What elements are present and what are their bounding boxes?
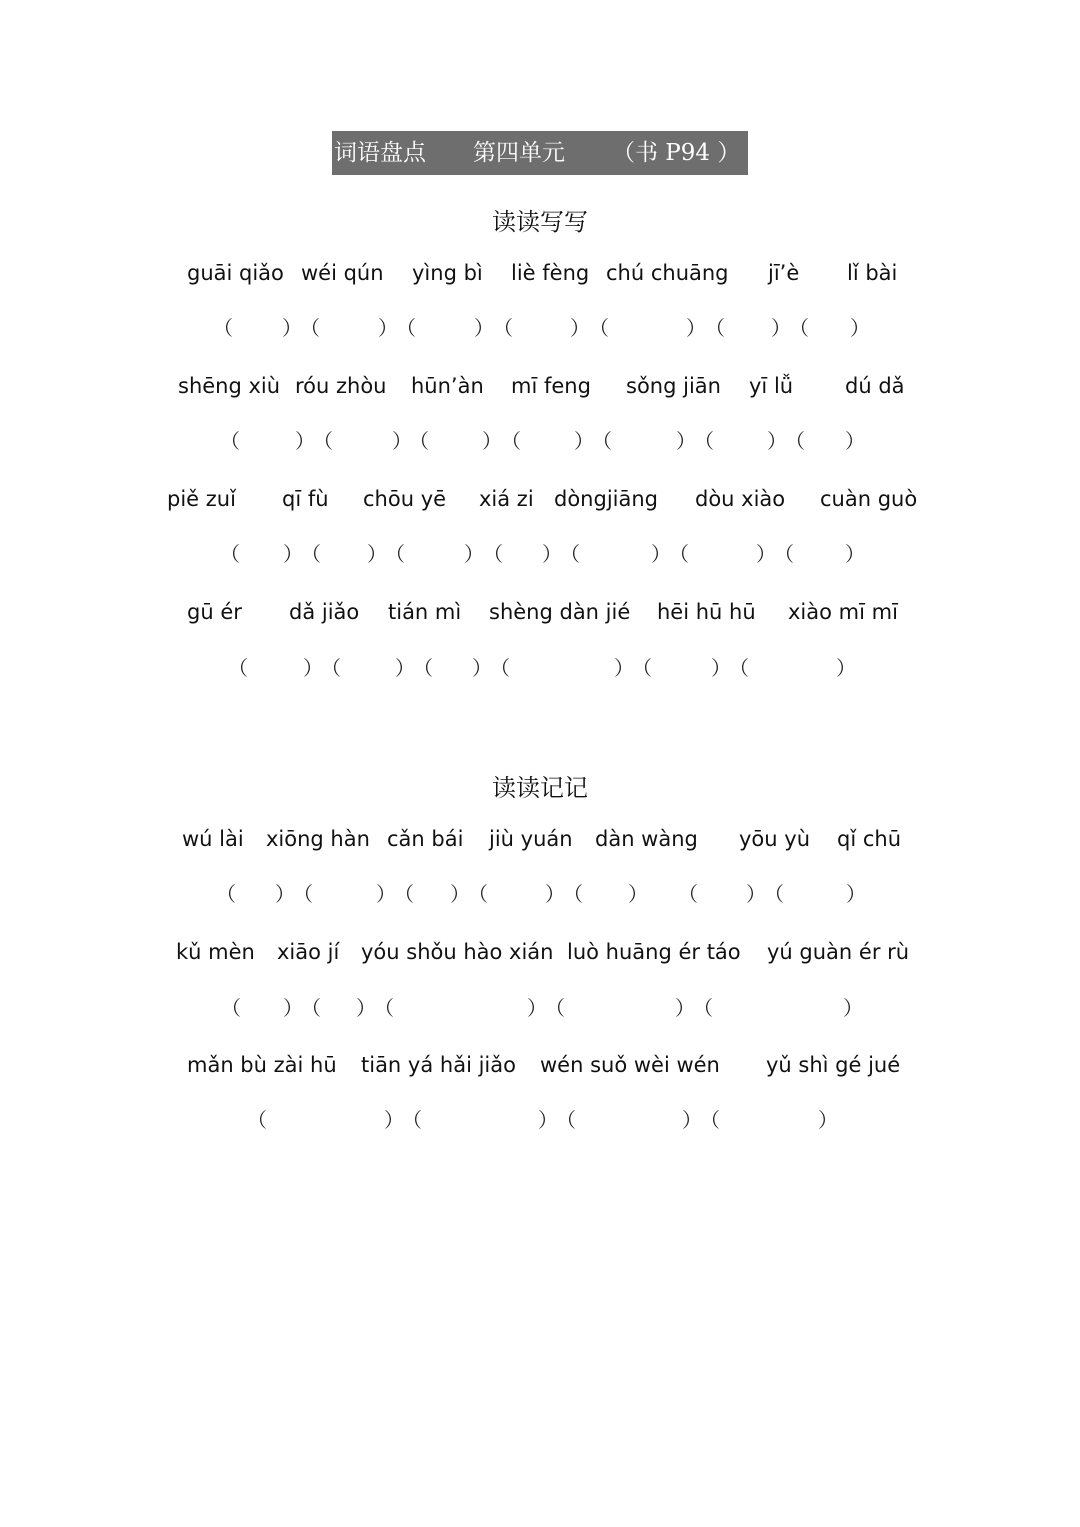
title-part-3: （书 P94 ） [612,140,741,166]
answer-close-paren: ） [836,656,856,680]
answer-close-paren: ） [384,1108,404,1132]
pinyin-s1-r1-3: yìng bì [412,261,483,285]
answer-open-paren: （ [413,656,433,680]
answer-close-paren: ） [392,429,412,453]
answer-open-paren: （ [764,882,784,906]
answer-open-paren: （ [493,316,513,340]
answer-open-paren: （ [301,996,321,1020]
answer-close-paren: ） [845,429,865,453]
answer-close-paren: ） [303,656,323,680]
pinyin-s1-r1-7: lǐ bài [847,261,898,285]
answer-close-paren: ） [746,882,766,906]
answer-close-paren: ） [474,316,494,340]
answer-close-paren: ） [711,656,731,680]
answer-open-paren: （ [789,316,809,340]
answer-open-paren: （ [545,996,565,1020]
answer-open-paren: （ [632,656,652,680]
answer-open-paren: （ [402,1108,422,1132]
answer-close-paren: ） [542,542,562,566]
answer-close-paren: ） [545,882,565,906]
answer-close-paren: ） [686,316,706,340]
answer-open-paren: （ [490,656,510,680]
pinyin-s2-r2-5: yú guàn ér rù [767,940,910,964]
pinyin-s1-r1-5: chú chuāng [606,261,729,285]
pinyin-s1-r2-5: sǒng jiān [626,374,721,398]
pinyin-s2-r3-1: mǎn bù zài hū [187,1053,337,1077]
pinyin-s1-r3-4: xiá zi [479,487,534,511]
section-heading-read-write: 读读写写 [492,208,588,236]
answer-close-paren: ） [367,542,387,566]
answer-close-paren: ） [675,996,695,1020]
pinyin-s2-r2-1: kǔ mèn [176,940,255,964]
pinyin-s2-r2-2: xiāo jí [277,940,340,964]
answer-close-paren: ） [527,996,547,1020]
pinyin-s1-r3-6: dòu xiào [695,487,786,511]
pinyin-s1-r1-1: guāi qiǎo [187,261,284,285]
pinyin-s1-r4-4: shèng dàn jié [489,600,631,624]
answer-open-paren: （ [300,316,320,340]
pinyin-s1-r2-1: shēng xiù [178,374,281,398]
answer-close-paren: ） [570,316,590,340]
answer-open-paren: （ [785,429,805,453]
pinyin-s1-r3-5: dòngjiāng [554,487,658,511]
answer-close-paren: ） [651,542,671,566]
answer-open-paren: （ [313,429,333,453]
answer-close-paren: ） [614,656,634,680]
answer-open-paren: （ [678,882,698,906]
answer-close-paren: ） [450,882,470,906]
answer-close-paren: ） [843,996,863,1020]
answer-close-paren: ） [845,542,865,566]
pinyin-s2-r1-2: xiōng hàn [266,827,370,851]
pinyin-s2-r1-5: dàn wàng [595,827,698,851]
answer-open-paren: （ [729,656,749,680]
pinyin-s1-r2-4: mī feng [511,374,591,398]
answer-close-paren: ） [295,429,315,453]
pinyin-s1-r3-7: cuàn guò [820,487,918,511]
answer-open-paren: （ [321,656,341,680]
answer-open-paren: （ [694,429,714,453]
answer-close-paren: ） [464,542,484,566]
answer-open-paren: （ [409,429,429,453]
pinyin-s1-r2-7: dú dǎ [845,374,905,398]
pinyin-s1-r2-2: róu zhòu [295,374,387,398]
answer-open-paren: （ [560,542,580,566]
page-title [332,131,748,175]
answer-open-paren: （ [216,882,236,906]
answer-open-paren: （ [693,996,713,1020]
pinyin-s2-r2-3: yóu shǒu hào xián [361,940,554,964]
answer-close-paren: ） [482,429,502,453]
pinyin-s2-r3-4: yǔ shì gé jué [766,1053,901,1077]
answer-open-paren: （ [396,316,416,340]
answer-open-paren: （ [374,996,394,1020]
answer-open-paren: （ [247,1108,267,1132]
pinyin-s1-r3-2: qī fù [282,487,329,511]
answer-open-paren: （ [556,1108,576,1132]
answer-open-paren: （ [589,316,609,340]
answer-open-paren: （ [385,542,405,566]
answer-open-paren: （ [501,429,521,453]
pinyin-s1-r1-2: wéi qún [301,261,384,285]
answer-open-paren: （ [483,542,503,566]
pinyin-s1-r4-5: hēi hū hū [657,600,756,624]
answer-close-paren: ） [846,882,866,906]
answer-close-paren: ） [538,1108,558,1132]
pinyin-s1-r4-3: tián mì [388,600,462,624]
pinyin-s2-r1-3: cǎn bái [387,827,464,851]
answer-close-paren: ） [376,882,396,906]
answer-open-paren: （ [592,429,612,453]
title-part-1: 词语盘点 [334,140,426,166]
pinyin-s1-r1-6: jī’è [768,261,800,285]
pinyin-s2-r1-7: qǐ chū [837,827,902,851]
answer-open-paren: （ [563,882,583,906]
answer-close-paren: ） [378,316,398,340]
answer-open-paren: （ [293,882,313,906]
answer-close-paren: ） [282,316,302,340]
answer-open-paren: （ [669,542,689,566]
answer-close-paren: ） [682,1108,702,1132]
pinyin-s1-r3-3: chōu yē [363,487,447,511]
answer-close-paren: ） [628,882,648,906]
answer-close-paren: ） [756,542,776,566]
pinyin-s2-r1-4: jiù yuán [489,827,573,851]
pinyin-s1-r4-1: gū ér [187,600,242,624]
pinyin-s2-r1-6: yōu yù [739,827,810,851]
answer-open-paren: （ [213,316,233,340]
answer-open-paren: （ [228,656,248,680]
answer-close-paren: ） [472,656,492,680]
pinyin-s1-r1-4: liè fèng [511,261,590,285]
answer-close-paren: ） [767,429,787,453]
answer-open-paren: （ [468,882,488,906]
answer-close-paren: ） [275,882,295,906]
answer-open-paren: （ [700,1108,720,1132]
answer-open-paren: （ [301,542,321,566]
answer-close-paren: ） [356,996,376,1020]
pinyin-s1-r4-2: dǎ jiǎo [289,600,360,624]
answer-open-paren: （ [774,542,794,566]
pinyin-s1-r2-3: hūn’àn [411,374,484,398]
answer-close-paren: ） [283,542,303,566]
answer-open-paren: （ [220,429,240,453]
answer-close-paren: ） [771,316,791,340]
answer-open-paren: （ [220,542,240,566]
pinyin-s2-r3-2: tiān yá hǎi jiǎo [361,1053,516,1077]
pinyin-s2-r1-1: wú lài [182,827,244,851]
answer-close-paren: ） [283,996,303,1020]
pinyin-s2-r3-3: wén suǒ wèi wén [540,1053,720,1077]
answer-close-paren: ） [850,316,870,340]
answer-close-paren: ） [676,429,696,453]
pinyin-s1-r3-1: piě zuǐ [167,487,236,511]
pinyin-s1-r4-6: xiào mī mī [788,600,898,624]
title-part-2: 第四单元 [473,140,565,166]
answer-open-paren: （ [221,996,241,1020]
pinyin-s2-r2-4: luò huāng ér táo [567,940,741,964]
section-heading-read-remember: 读读记记 [492,774,588,802]
answer-open-paren: （ [394,882,414,906]
pinyin-s1-r2-6: yī lǚ [749,374,794,398]
answer-close-paren: ） [574,429,594,453]
answer-open-paren: （ [705,316,725,340]
answer-close-paren: ） [395,656,415,680]
answer-close-paren: ） [818,1108,838,1132]
